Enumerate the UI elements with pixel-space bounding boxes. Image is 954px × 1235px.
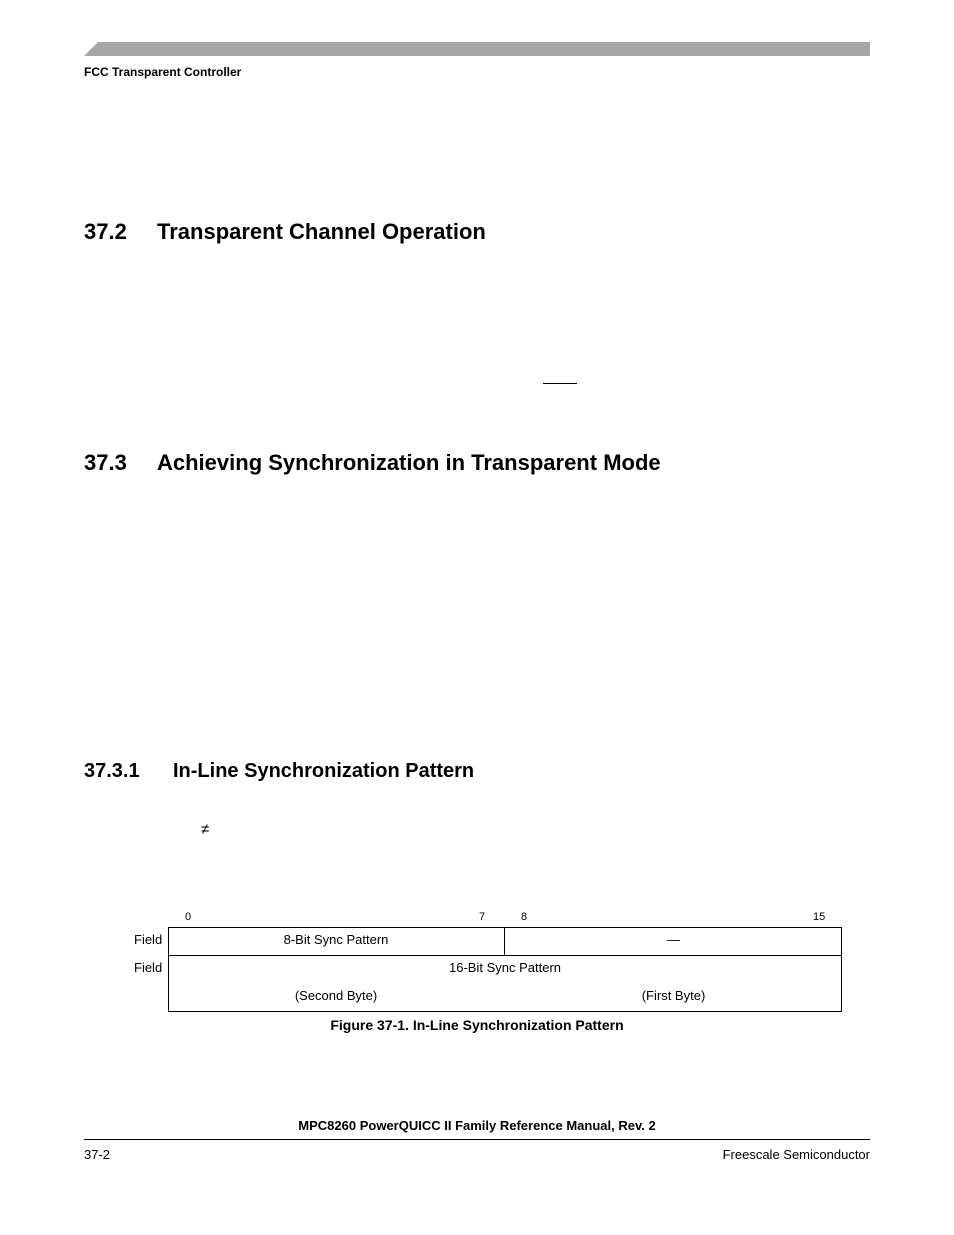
section-heading-37-3 xyxy=(84,450,661,476)
footer-manual-title: MPC8260 PowerQUICC II Family Reference Manual, Rev. 2 xyxy=(298,1118,656,1133)
bit-number-0: 0 xyxy=(185,911,192,923)
cell-reserved: — xyxy=(667,932,680,947)
section-number: 37.2 xyxy=(84,219,127,244)
section-heading-37-3-1 xyxy=(84,760,474,783)
bit-number-8: 8 xyxy=(521,911,528,923)
section-number: 37.3.1 xyxy=(84,760,140,782)
footer-rule xyxy=(84,1139,870,1140)
section-heading-37-2 xyxy=(84,219,486,245)
section-title: Achieving Synchronization in Transparent Mode xyxy=(157,450,661,475)
header-bar xyxy=(84,42,870,56)
row-label-field-2: Field xyxy=(134,960,163,975)
page-number: 37-2 xyxy=(84,1147,111,1162)
running-title: FCC Transparent Controller xyxy=(84,65,242,79)
cell-second-byte: (Second Byte) xyxy=(294,988,378,1003)
overline-mark xyxy=(543,383,577,384)
cell-8-bit-sync-pattern: 8-Bit Sync Pattern xyxy=(283,932,389,947)
section-number: 37.3 xyxy=(84,450,127,475)
cell-16-bit-sync-pattern: 16-Bit Sync Pattern xyxy=(449,960,561,975)
figure-caption: Figure 37-1. In-Line Synchronization Pattern xyxy=(330,1017,624,1033)
section-title: In-Line Synchronization Pattern xyxy=(173,760,475,782)
bit-number-7: 7 xyxy=(479,911,486,923)
not-equal-symbol: ≠ xyxy=(201,821,210,838)
bit-number-15: 15 xyxy=(813,911,826,923)
company-name: Freescale Semiconductor xyxy=(722,1147,870,1162)
cell-first-byte: (First Byte) xyxy=(641,988,706,1003)
row-label-field-1: Field xyxy=(134,932,163,947)
section-title: Transparent Channel Operation xyxy=(157,219,486,244)
